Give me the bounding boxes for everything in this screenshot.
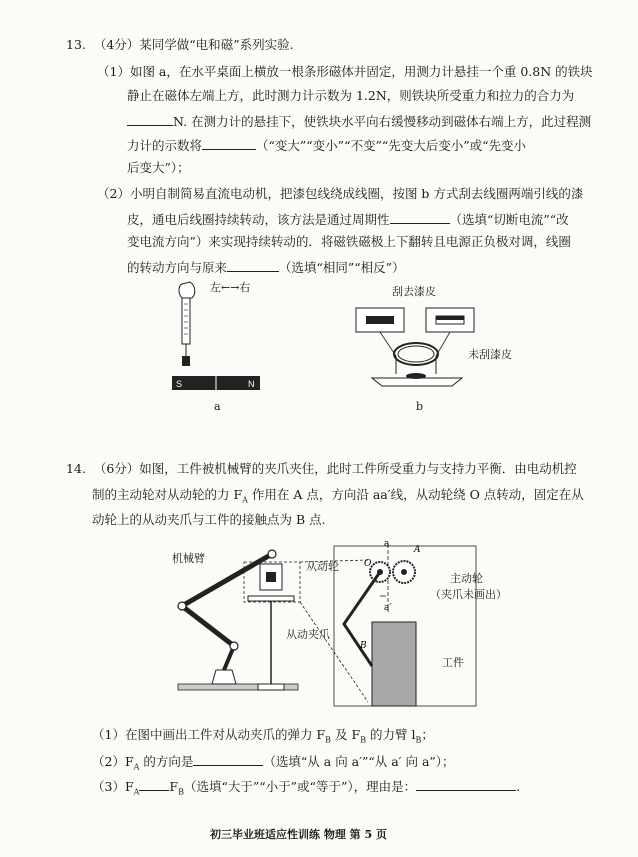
q14-text-1: 如图，工件被机械臂的夹爪夹住，此时工件所受重力与支持力平衡．由电动机控 — [139, 461, 577, 476]
spring-scale — [182, 298, 190, 344]
q14-line2 — [92, 488, 584, 508]
point-a-top: a — [384, 539, 390, 549]
q13-p2-line2-options: （选填“切断电流”“改 — [449, 212, 569, 227]
q13-p1-line4 — [127, 137, 526, 153]
q14-sub3 — [92, 778, 520, 800]
q13-p2-line3: 变电流方向”）来实现持续转动的．将磁铁磁极上下翻转且电源正负极对调，线圈 — [127, 234, 571, 249]
q14-sub1 — [92, 728, 434, 748]
q14-blank-3[interactable] — [416, 778, 516, 791]
q14-blank-1[interactable] — [193, 753, 263, 766]
q13-p1-line4-options: （“变大”“变小”“不变”“先变大后变小”或“先变小 — [256, 138, 527, 153]
q13-blank-3[interactable] — [390, 211, 450, 224]
q14-s1b-sub: B — [360, 735, 367, 745]
fig-b-unscraped-label: 未刮漆皮 — [468, 348, 512, 361]
q14-blank-2[interactable] — [139, 778, 169, 791]
label-arm: 机械臂 — [172, 552, 205, 565]
point-a-prime: a′ — [384, 603, 392, 613]
q13-blank-2[interactable] — [202, 137, 256, 150]
q14-s1-text: （1）在图中画出工件对从动夹爪的弹力 F — [92, 727, 326, 742]
q14-s3b: F — [169, 779, 179, 794]
q14-s3d: . — [516, 779, 521, 794]
q14-score: （6分） — [93, 461, 140, 476]
workpiece — [372, 622, 416, 706]
magnet-n-label: N — [248, 379, 255, 389]
point-o: O — [364, 559, 372, 569]
fig-b-caption: b — [416, 400, 424, 413]
q14-s1-sub: B — [325, 735, 331, 745]
figure-a — [168, 276, 272, 416]
q13-p1-line1: （1）如图 a，在水平桌面上横放一根条形磁体并固定，用测力计悬挂一个重 0.8N 的铁块 — [97, 64, 593, 79]
point-b: B — [360, 641, 367, 651]
q14-s2a: （2）F — [92, 754, 134, 769]
q13-p2-line2-text: 皮，通电后线圈持续转动，该方法是通过周期性 — [127, 212, 390, 227]
q13-score: （4分） — [93, 37, 140, 52]
q13-intro: 某同学做“电和磁”系列实验. — [139, 37, 294, 52]
base — [372, 378, 462, 386]
label-workpiece: 工件 — [442, 656, 464, 669]
point-a: A — [414, 545, 421, 555]
label-drive-wheel: 主动轮 — [450, 572, 483, 585]
q13-p1-line2: 静止在磁体左端上方，此时测力计示数为 1.2N，则铁块所受重力和拉力的合力为 — [127, 88, 575, 103]
q14-s1c: 的力臂 l — [366, 727, 416, 742]
fig-b-scraped-label: 刮去漆皮 — [392, 285, 436, 298]
label-driven-wheel: 从动轮 — [306, 560, 339, 573]
q13-p1-line4-text: 力计的示数将 — [127, 138, 203, 153]
q13-p2-line2 — [127, 211, 569, 227]
q14-s2-sub: A — [133, 762, 140, 772]
q14-s1b: 及 F — [331, 727, 361, 742]
fig-a-direction: 左←→右 — [210, 281, 251, 294]
q13-p1-line3 — [127, 113, 591, 129]
q14-line3: 动轮上的从动夹爪与工件的接触点为 B 点. — [92, 512, 326, 527]
q14-s1c-sub: B — [415, 735, 422, 745]
q14-s2c: （选填“从 a 向 a′”“从 a′ 向 a”）； — [263, 754, 455, 769]
q14-number: 14. — [66, 461, 86, 476]
q13-p2-line4-text: 的转动方向与原来 — [127, 260, 228, 275]
hand-icon — [179, 282, 195, 298]
q13-blank-4[interactable] — [227, 259, 279, 272]
figure-b — [352, 290, 482, 390]
magnet-s-label: S — [176, 379, 183, 389]
q13-blank-1[interactable] — [127, 113, 173, 126]
q14-s1d: ； — [421, 727, 434, 742]
q14-text-2: 制的主动轮对从动轮的力 F — [92, 487, 243, 502]
q13-p1-line5: 后变大”）； — [127, 160, 190, 175]
q13-heading — [66, 38, 294, 52]
q13-number: 13. — [66, 37, 86, 52]
label-driven-claw: 从动夹爪 — [286, 628, 330, 641]
q14-sub2 — [92, 753, 455, 775]
q14-s3c: （选填“大于”“小于”或“等于”），理由是： — [184, 779, 417, 794]
q13-p2-line4 — [127, 259, 405, 275]
fig-a-caption: a — [214, 400, 221, 413]
q13-p1-line3-text: N. 在测力计的悬挂下，使铁块水平向右缓慢移动到磁体右端上方，此过程测 — [173, 114, 592, 129]
q14-s3-sub: A — [133, 787, 140, 797]
q14-s2b: 的方向是 — [139, 754, 194, 769]
label-drive-note: （夹爪未画出） — [430, 588, 507, 601]
page-footer: 初三毕业班适应性训练 物理 第 5 页 — [210, 828, 387, 841]
q14-text-2-sub: A — [242, 495, 248, 505]
q14-s3a: （3）F — [92, 779, 134, 794]
q14-s3b-sub: B — [178, 787, 184, 797]
iron-block — [182, 356, 190, 366]
q14-line1 — [66, 462, 577, 476]
q13-p2-line4-options: （选填“相同”“相反”） — [279, 260, 405, 275]
q14-text-2b: 作用在 A 点，方向沿 aa′线，从动轮绕 O 点转动，固定在从 — [247, 487, 584, 502]
q13-p2-line1: （2）小明自制简易直流电动机，把漆包线绕成线圈，按图 b 方式刮去线圈两端引线的漆 — [97, 186, 584, 201]
